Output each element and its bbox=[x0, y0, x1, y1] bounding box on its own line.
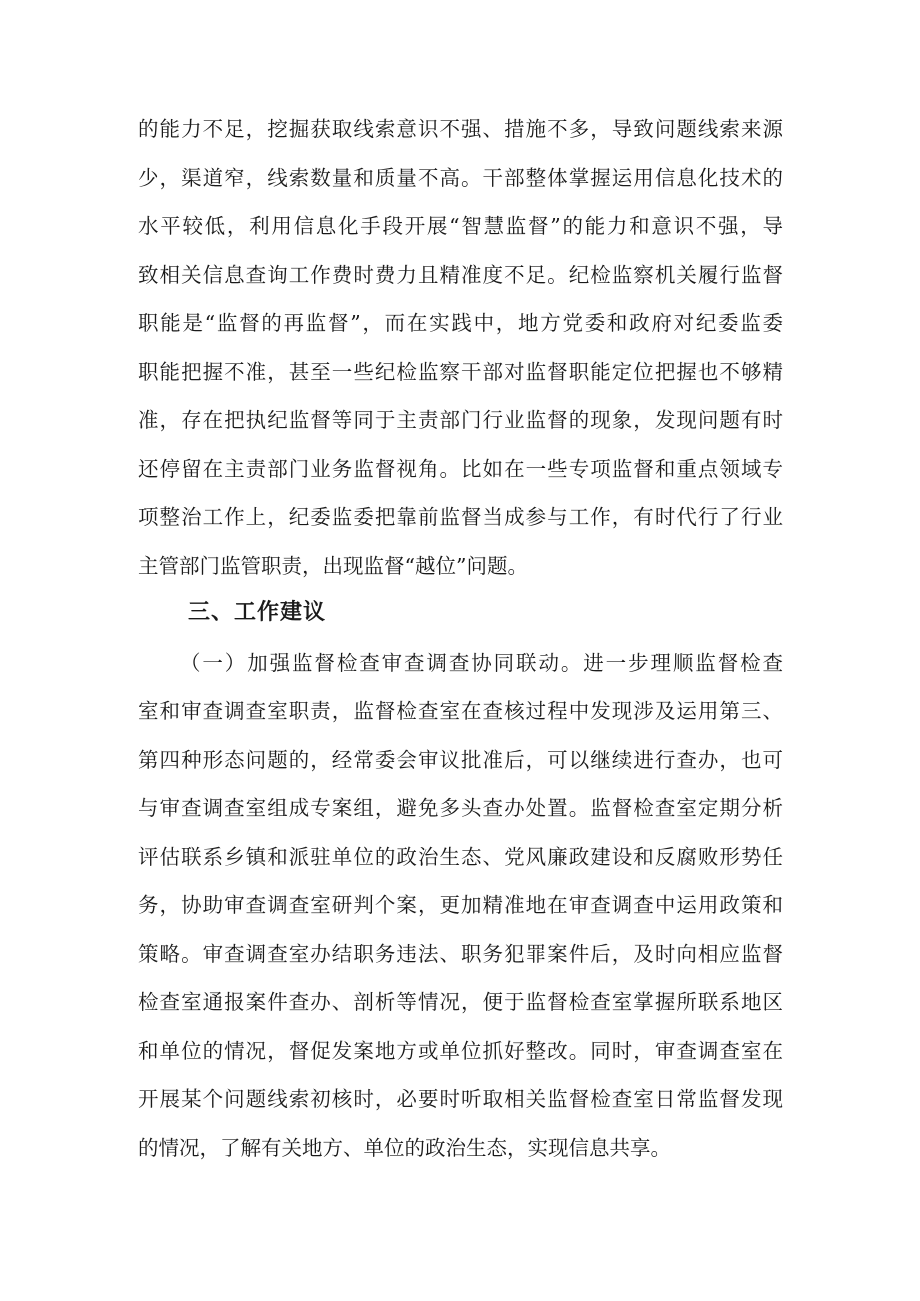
text-line: （一）加强监督检查审查调查协同联动。进一步理顺监督检查 bbox=[180, 651, 783, 675]
section-heading: 三、工作建议 bbox=[188, 600, 327, 625]
text-line: 室和审查调查室职责，监督检查室在查核过程中发现涉及运用第三、 bbox=[138, 699, 783, 723]
text-line: 的情况，了解有关地方、单位的政治生态，实现信息共享。 bbox=[138, 1136, 671, 1160]
text-line: 职能把握不准，甚至一些纪检监察干部对监督职能定位把握也不够精 bbox=[138, 360, 783, 384]
text-line: 策略。审查调查室办结职务违法、职务犯罪案件后，及时向相应监督 bbox=[138, 942, 783, 966]
text-line: 开展某个问题线索初核时，必要时听取相关监督检查室日常监督发现 bbox=[138, 1087, 783, 1111]
text-line: 评估联系乡镇和派驻单位的政治生态、党风廉政建设和反腐败形势任 bbox=[138, 845, 783, 869]
text-line: 务，协助审查调查室研判个案，更加精准地在审查调查中运用政策和 bbox=[138, 893, 783, 917]
text-line: 准，存在把执纪监督等同于主责部门行业监督的现象，发现问题有时 bbox=[138, 408, 783, 432]
text-line: 还停留在主责部门业务监督视角。比如在一些专项监督和重点领域专 bbox=[138, 457, 783, 481]
text-line: 与审查调查室组成专案组，避免多头查办处置。监督检查室定期分析 bbox=[138, 796, 783, 820]
text-line: 的能力不足，挖掘获取线索意识不强、措施不多，导致问题线索来源 bbox=[138, 117, 783, 141]
text-line: 和单位的情况，督促发案地方或单位抓好整改。同时，审查调查室在 bbox=[138, 1039, 783, 1063]
text-line: 少，渠道窄，线索数量和质量不高。干部整体掌握运用信息化技术的 bbox=[138, 166, 783, 190]
text-line: 致相关信息查询工作费时费力且精准度不足。纪检监察机关履行监督 bbox=[138, 263, 783, 287]
text-line: 职能是“监督的再监督”，而在实践中，地方党委和政府对纪委监委 bbox=[138, 311, 783, 335]
text-line: 第四种形态问题的，经常委会审议批准后，可以继续进行查办，也可 bbox=[138, 748, 783, 772]
text-line: 水平较低，利用信息化手段开展“智慧监督”的能力和意识不强，导 bbox=[138, 214, 783, 238]
text-line: 项整治工作上，纪委监委把靠前监督当成参与工作，有时代行了行业 bbox=[138, 505, 783, 529]
text-line: 检查室通报案件查办、剖析等情况，便于监督检查室掌握所联系地区 bbox=[138, 990, 783, 1014]
text-line: 主管部门监管职责，出现监督“越位”问题。 bbox=[138, 554, 528, 578]
